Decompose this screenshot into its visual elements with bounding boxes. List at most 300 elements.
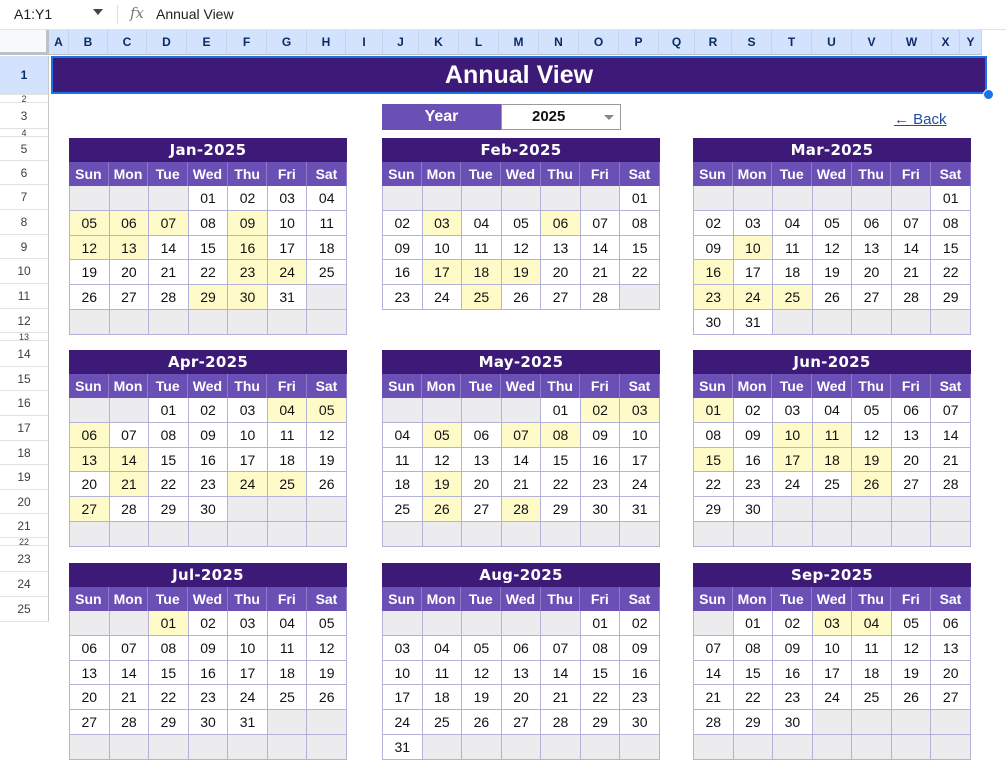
day-cell[interactable]: 18	[423, 685, 463, 710]
day-cell[interactable]: 05	[307, 611, 347, 636]
day-cell[interactable]: 09	[581, 423, 621, 448]
day-cell[interactable]: 05	[423, 423, 463, 448]
empty-day-cell[interactable]	[502, 522, 542, 547]
day-cell[interactable]: 24	[773, 472, 813, 497]
empty-day-cell[interactable]	[383, 611, 423, 636]
empty-day-cell[interactable]	[462, 735, 502, 760]
day-cell[interactable]: 13	[502, 661, 542, 686]
day-cell[interactable]: 12	[70, 236, 110, 261]
empty-day-cell[interactable]	[813, 186, 853, 211]
empty-day-cell[interactable]	[268, 735, 308, 760]
empty-day-cell[interactable]	[541, 735, 581, 760]
empty-day-cell[interactable]	[852, 735, 892, 760]
day-cell[interactable]: 06	[462, 423, 502, 448]
day-cell[interactable]: 05	[892, 611, 932, 636]
empty-day-cell[interactable]	[383, 398, 423, 423]
day-cell[interactable]: 29	[189, 285, 229, 310]
day-cell[interactable]: 24	[734, 285, 774, 310]
day-cell[interactable]: 15	[931, 236, 971, 261]
day-cell[interactable]: 22	[581, 685, 621, 710]
day-cell[interactable]: 01	[694, 398, 734, 423]
day-cell[interactable]: 15	[189, 236, 229, 261]
day-cell[interactable]: 21	[149, 260, 189, 285]
row-header-11[interactable]: 11	[0, 284, 49, 309]
row-header-25[interactable]: 25	[0, 597, 49, 622]
day-cell[interactable]: 10	[228, 636, 268, 661]
day-cell[interactable]: 29	[149, 710, 189, 735]
empty-day-cell[interactable]	[189, 735, 229, 760]
day-cell[interactable]: 07	[694, 636, 734, 661]
day-cell[interactable]: 18	[773, 260, 813, 285]
empty-day-cell[interactable]	[110, 611, 150, 636]
day-cell[interactable]: 03	[734, 211, 774, 236]
day-cell[interactable]: 22	[931, 260, 971, 285]
day-cell[interactable]: 22	[541, 472, 581, 497]
day-cell[interactable]: 22	[734, 685, 774, 710]
day-cell[interactable]: 04	[307, 186, 347, 211]
row-header-5[interactable]: 5	[0, 137, 49, 161]
day-cell[interactable]: 31	[620, 497, 660, 522]
day-cell[interactable]: 02	[620, 611, 660, 636]
day-cell[interactable]: 04	[813, 398, 853, 423]
day-cell[interactable]: 15	[734, 661, 774, 686]
day-cell[interactable]: 11	[307, 211, 347, 236]
day-cell[interactable]: 15	[581, 661, 621, 686]
day-cell[interactable]: 31	[383, 735, 423, 760]
name-box[interactable]: A1:Y1	[14, 6, 53, 22]
day-cell[interactable]: 24	[620, 472, 660, 497]
day-cell[interactable]: 08	[541, 423, 581, 448]
empty-day-cell[interactable]	[70, 398, 110, 423]
empty-day-cell[interactable]	[813, 710, 853, 735]
day-cell[interactable]: 15	[149, 661, 189, 686]
column-header-g[interactable]: G	[267, 30, 307, 55]
day-cell[interactable]: 20	[110, 260, 150, 285]
day-cell[interactable]: 17	[813, 661, 853, 686]
day-cell[interactable]: 11	[852, 636, 892, 661]
column-header-u[interactable]: U	[812, 30, 852, 55]
day-cell[interactable]: 25	[307, 260, 347, 285]
empty-day-cell[interactable]	[931, 310, 971, 335]
empty-day-cell[interactable]	[813, 497, 853, 522]
empty-day-cell[interactable]	[581, 522, 621, 547]
empty-day-cell[interactable]	[502, 735, 542, 760]
day-cell[interactable]: 05	[813, 211, 853, 236]
row-header-9[interactable]: 9	[0, 235, 49, 259]
day-cell[interactable]: 09	[773, 636, 813, 661]
day-cell[interactable]: 23	[189, 685, 229, 710]
day-cell[interactable]: 14	[694, 661, 734, 686]
empty-day-cell[interactable]	[773, 497, 813, 522]
day-cell[interactable]: 14	[581, 236, 621, 261]
day-cell[interactable]: 09	[228, 211, 268, 236]
day-cell[interactable]: 08	[620, 211, 660, 236]
empty-day-cell[interactable]	[931, 735, 971, 760]
day-cell[interactable]: 29	[694, 497, 734, 522]
day-cell[interactable]: 27	[462, 497, 502, 522]
day-cell[interactable]: 23	[620, 685, 660, 710]
row-header-3[interactable]: 3	[0, 103, 49, 129]
day-cell[interactable]: 21	[110, 472, 150, 497]
day-cell[interactable]: 16	[189, 661, 229, 686]
day-cell[interactable]: 11	[813, 423, 853, 448]
day-cell[interactable]: 12	[423, 448, 463, 473]
day-cell[interactable]: 04	[773, 211, 813, 236]
day-cell[interactable]: 23	[773, 685, 813, 710]
empty-day-cell[interactable]	[307, 710, 347, 735]
empty-day-cell[interactable]	[931, 522, 971, 547]
day-cell[interactable]: 16	[189, 448, 229, 473]
day-cell[interactable]: 10	[383, 661, 423, 686]
day-cell[interactable]: 06	[931, 611, 971, 636]
day-cell[interactable]: 02	[383, 211, 423, 236]
day-cell[interactable]: 19	[813, 260, 853, 285]
row-header-15[interactable]: 15	[0, 367, 49, 391]
day-cell[interactable]: 07	[110, 636, 150, 661]
day-cell[interactable]: 17	[734, 260, 774, 285]
empty-day-cell[interactable]	[620, 522, 660, 547]
empty-day-cell[interactable]	[462, 186, 502, 211]
day-cell[interactable]: 27	[70, 710, 110, 735]
row-header-12[interactable]: 12	[0, 309, 49, 333]
day-cell[interactable]: 26	[462, 710, 502, 735]
day-cell[interactable]: 17	[423, 260, 463, 285]
day-cell[interactable]: 02	[773, 611, 813, 636]
row-header-8[interactable]: 8	[0, 210, 49, 235]
empty-day-cell[interactable]	[892, 710, 932, 735]
empty-day-cell[interactable]	[502, 186, 542, 211]
day-cell[interactable]: 11	[268, 423, 308, 448]
day-cell[interactable]: 27	[892, 472, 932, 497]
day-cell[interactable]: 05	[852, 398, 892, 423]
empty-day-cell[interactable]	[694, 186, 734, 211]
day-cell[interactable]: 01	[149, 611, 189, 636]
day-cell[interactable]: 24	[813, 685, 853, 710]
day-cell[interactable]: 02	[694, 211, 734, 236]
empty-day-cell[interactable]	[694, 522, 734, 547]
day-cell[interactable]: 27	[931, 685, 971, 710]
column-header-x[interactable]: X	[932, 30, 960, 55]
empty-day-cell[interactable]	[70, 522, 110, 547]
empty-day-cell[interactable]	[110, 522, 150, 547]
day-cell[interactable]: 30	[694, 310, 734, 335]
day-cell[interactable]: 04	[268, 398, 308, 423]
empty-day-cell[interactable]	[773, 310, 813, 335]
empty-day-cell[interactable]	[70, 310, 110, 335]
empty-day-cell[interactable]	[149, 186, 189, 211]
empty-day-cell[interactable]	[773, 522, 813, 547]
day-cell[interactable]: 25	[462, 285, 502, 310]
empty-day-cell[interactable]	[852, 522, 892, 547]
select-all-corner[interactable]	[0, 30, 49, 55]
day-cell[interactable]: 29	[149, 497, 189, 522]
empty-day-cell[interactable]	[813, 735, 853, 760]
column-header-b[interactable]: B	[69, 30, 108, 55]
day-cell[interactable]: 24	[228, 472, 268, 497]
day-cell[interactable]: 22	[149, 472, 189, 497]
empty-day-cell[interactable]	[189, 310, 229, 335]
day-cell[interactable]: 29	[734, 710, 774, 735]
day-cell[interactable]: 18	[462, 260, 502, 285]
day-cell[interactable]: 11	[268, 636, 308, 661]
column-header-d[interactable]: D	[147, 30, 187, 55]
day-cell[interactable]: 16	[228, 236, 268, 261]
empty-day-cell[interactable]	[423, 398, 463, 423]
empty-day-cell[interactable]	[383, 186, 423, 211]
column-header-v[interactable]: V	[852, 30, 892, 55]
day-cell[interactable]: 22	[149, 685, 189, 710]
day-cell[interactable]: 03	[228, 398, 268, 423]
row-header-14[interactable]: 14	[0, 341, 49, 367]
day-cell[interactable]: 12	[892, 636, 932, 661]
column-header-n[interactable]: N	[539, 30, 579, 55]
day-cell[interactable]: 10	[620, 423, 660, 448]
day-cell[interactable]: 20	[70, 685, 110, 710]
day-cell[interactable]: 08	[734, 636, 774, 661]
day-cell[interactable]: 25	[773, 285, 813, 310]
day-cell[interactable]: 12	[502, 236, 542, 261]
day-cell[interactable]: 28	[892, 285, 932, 310]
day-cell[interactable]: 23	[734, 472, 774, 497]
empty-day-cell[interactable]	[189, 522, 229, 547]
day-cell[interactable]: 03	[268, 186, 308, 211]
day-cell[interactable]: 19	[462, 685, 502, 710]
day-cell[interactable]: 19	[423, 472, 463, 497]
day-cell[interactable]: 30	[581, 497, 621, 522]
empty-day-cell[interactable]	[773, 735, 813, 760]
column-header-l[interactable]: L	[459, 30, 499, 55]
empty-day-cell[interactable]	[892, 735, 932, 760]
empty-day-cell[interactable]	[734, 522, 774, 547]
row-header-2[interactable]: 2	[0, 95, 49, 103]
day-cell[interactable]: 21	[541, 685, 581, 710]
empty-day-cell[interactable]	[694, 611, 734, 636]
day-cell[interactable]: 10	[773, 423, 813, 448]
day-cell[interactable]: 17	[228, 448, 268, 473]
row-header-24[interactable]: 24	[0, 572, 49, 597]
day-cell[interactable]: 14	[541, 661, 581, 686]
empty-day-cell[interactable]	[892, 310, 932, 335]
day-cell[interactable]: 03	[383, 636, 423, 661]
name-box-dropdown-icon[interactable]	[93, 9, 103, 15]
day-cell[interactable]: 11	[773, 236, 813, 261]
empty-day-cell[interactable]	[462, 611, 502, 636]
day-cell[interactable]: 30	[734, 497, 774, 522]
day-cell[interactable]: 06	[110, 211, 150, 236]
day-cell[interactable]: 20	[462, 472, 502, 497]
day-cell[interactable]: 28	[541, 710, 581, 735]
day-cell[interactable]: 20	[892, 448, 932, 473]
day-cell[interactable]: 09	[383, 236, 423, 261]
day-cell[interactable]: 14	[892, 236, 932, 261]
day-cell[interactable]: 13	[110, 236, 150, 261]
day-cell[interactable]: 08	[581, 636, 621, 661]
day-cell[interactable]: 13	[70, 448, 110, 473]
empty-day-cell[interactable]	[541, 611, 581, 636]
day-cell[interactable]: 16	[581, 448, 621, 473]
empty-day-cell[interactable]	[581, 186, 621, 211]
day-cell[interactable]: 20	[502, 685, 542, 710]
empty-day-cell[interactable]	[70, 735, 110, 760]
column-header-k[interactable]: K	[419, 30, 459, 55]
day-cell[interactable]: 24	[383, 710, 423, 735]
column-header-r[interactable]: R	[695, 30, 732, 55]
column-header-t[interactable]: T	[772, 30, 812, 55]
day-cell[interactable]: 23	[581, 472, 621, 497]
row-header-6[interactable]: 6	[0, 161, 49, 185]
day-cell[interactable]: 24	[228, 685, 268, 710]
day-cell[interactable]: 10	[268, 211, 308, 236]
day-cell[interactable]: 25	[268, 472, 308, 497]
day-cell[interactable]: 18	[307, 236, 347, 261]
empty-day-cell[interactable]	[462, 398, 502, 423]
empty-day-cell[interactable]	[228, 522, 268, 547]
day-cell[interactable]: 10	[813, 636, 853, 661]
day-cell[interactable]: 05	[307, 398, 347, 423]
day-cell[interactable]: 28	[694, 710, 734, 735]
day-cell[interactable]: 21	[581, 260, 621, 285]
empty-day-cell[interactable]	[307, 310, 347, 335]
day-cell[interactable]: 09	[620, 636, 660, 661]
day-cell[interactable]: 20	[852, 260, 892, 285]
day-cell[interactable]: 12	[307, 636, 347, 661]
empty-day-cell[interactable]	[813, 310, 853, 335]
column-header-e[interactable]: E	[187, 30, 227, 55]
day-cell[interactable]: 19	[307, 661, 347, 686]
row-header-20[interactable]: 20	[0, 490, 49, 514]
day-cell[interactable]: 11	[423, 661, 463, 686]
day-cell[interactable]: 12	[813, 236, 853, 261]
day-cell[interactable]: 02	[581, 398, 621, 423]
day-cell[interactable]: 30	[189, 497, 229, 522]
day-cell[interactable]: 02	[734, 398, 774, 423]
empty-day-cell[interactable]	[813, 522, 853, 547]
day-cell[interactable]: 06	[70, 636, 110, 661]
day-cell[interactable]: 29	[581, 710, 621, 735]
row-header-17[interactable]: 17	[0, 416, 49, 441]
formula-input[interactable]: Annual View	[156, 6, 234, 22]
day-cell[interactable]: 01	[931, 186, 971, 211]
day-cell[interactable]: 19	[852, 448, 892, 473]
day-cell[interactable]: 22	[189, 260, 229, 285]
day-cell[interactable]: 06	[852, 211, 892, 236]
column-header-w[interactable]: W	[892, 30, 932, 55]
column-header-q[interactable]: Q	[659, 30, 695, 55]
day-cell[interactable]: 28	[110, 710, 150, 735]
column-header-h[interactable]: H	[307, 30, 346, 55]
day-cell[interactable]: 08	[931, 211, 971, 236]
column-header-y[interactable]: Y	[960, 30, 982, 55]
empty-day-cell[interactable]	[620, 735, 660, 760]
column-header-m[interactable]: M	[499, 30, 539, 55]
day-cell[interactable]: 16	[734, 448, 774, 473]
day-cell[interactable]: 18	[852, 661, 892, 686]
column-header-p[interactable]: P	[619, 30, 659, 55]
day-cell[interactable]: 30	[620, 710, 660, 735]
empty-day-cell[interactable]	[307, 522, 347, 547]
day-cell[interactable]: 28	[931, 472, 971, 497]
day-cell[interactable]: 07	[502, 423, 542, 448]
day-cell[interactable]: 13	[931, 636, 971, 661]
empty-day-cell[interactable]	[852, 497, 892, 522]
day-cell[interactable]: 26	[813, 285, 853, 310]
day-cell[interactable]: 03	[773, 398, 813, 423]
empty-day-cell[interactable]	[423, 735, 463, 760]
day-cell[interactable]: 22	[620, 260, 660, 285]
day-cell[interactable]: 14	[149, 236, 189, 261]
day-cell[interactable]: 18	[813, 448, 853, 473]
day-cell[interactable]: 28	[149, 285, 189, 310]
day-cell[interactable]: 19	[307, 448, 347, 473]
day-cell[interactable]: 15	[694, 448, 734, 473]
day-cell[interactable]: 20	[931, 661, 971, 686]
column-header-f[interactable]: F	[227, 30, 267, 55]
day-cell[interactable]: 27	[502, 710, 542, 735]
day-cell[interactable]: 27	[110, 285, 150, 310]
column-header-a[interactable]: A	[49, 30, 69, 55]
empty-day-cell[interactable]	[307, 285, 347, 310]
day-cell[interactable]: 08	[694, 423, 734, 448]
day-cell[interactable]: 25	[423, 710, 463, 735]
empty-day-cell[interactable]	[931, 497, 971, 522]
day-cell[interactable]: 30	[228, 285, 268, 310]
empty-day-cell[interactable]	[70, 611, 110, 636]
day-cell[interactable]: 25	[268, 685, 308, 710]
day-cell[interactable]: 21	[502, 472, 542, 497]
day-cell[interactable]: 10	[423, 236, 463, 261]
day-cell[interactable]: 07	[149, 211, 189, 236]
day-cell[interactable]: 28	[581, 285, 621, 310]
column-header-j[interactable]: J	[383, 30, 419, 55]
empty-day-cell[interactable]	[423, 522, 463, 547]
empty-day-cell[interactable]	[110, 735, 150, 760]
day-cell[interactable]: 03	[813, 611, 853, 636]
day-cell[interactable]: 01	[734, 611, 774, 636]
day-cell[interactable]: 07	[581, 211, 621, 236]
day-cell[interactable]: 15	[149, 448, 189, 473]
day-cell[interactable]: 11	[462, 236, 502, 261]
column-header-i[interactable]: I	[346, 30, 383, 55]
day-cell[interactable]: 06	[70, 423, 110, 448]
day-cell[interactable]: 27	[852, 285, 892, 310]
day-cell[interactable]: 21	[931, 448, 971, 473]
day-cell[interactable]: 13	[852, 236, 892, 261]
day-cell[interactable]: 16	[383, 260, 423, 285]
day-cell[interactable]: 08	[149, 423, 189, 448]
empty-day-cell[interactable]	[268, 522, 308, 547]
day-cell[interactable]: 23	[228, 260, 268, 285]
empty-day-cell[interactable]	[228, 310, 268, 335]
day-cell[interactable]: 07	[541, 636, 581, 661]
day-cell[interactable]: 21	[110, 685, 150, 710]
day-cell[interactable]: 04	[852, 611, 892, 636]
day-cell[interactable]: 07	[892, 211, 932, 236]
day-cell[interactable]: 17	[268, 236, 308, 261]
day-cell[interactable]: 06	[502, 636, 542, 661]
row-header-22[interactable]: 22	[0, 538, 49, 546]
day-cell[interactable]: 23	[694, 285, 734, 310]
empty-day-cell[interactable]	[892, 522, 932, 547]
empty-day-cell[interactable]	[70, 186, 110, 211]
day-cell[interactable]: 01	[541, 398, 581, 423]
day-cell[interactable]: 22	[694, 472, 734, 497]
empty-day-cell[interactable]	[149, 735, 189, 760]
day-cell[interactable]: 17	[383, 685, 423, 710]
empty-day-cell[interactable]	[110, 186, 150, 211]
day-cell[interactable]: 05	[502, 211, 542, 236]
day-cell[interactable]: 20	[70, 472, 110, 497]
empty-day-cell[interactable]	[694, 735, 734, 760]
